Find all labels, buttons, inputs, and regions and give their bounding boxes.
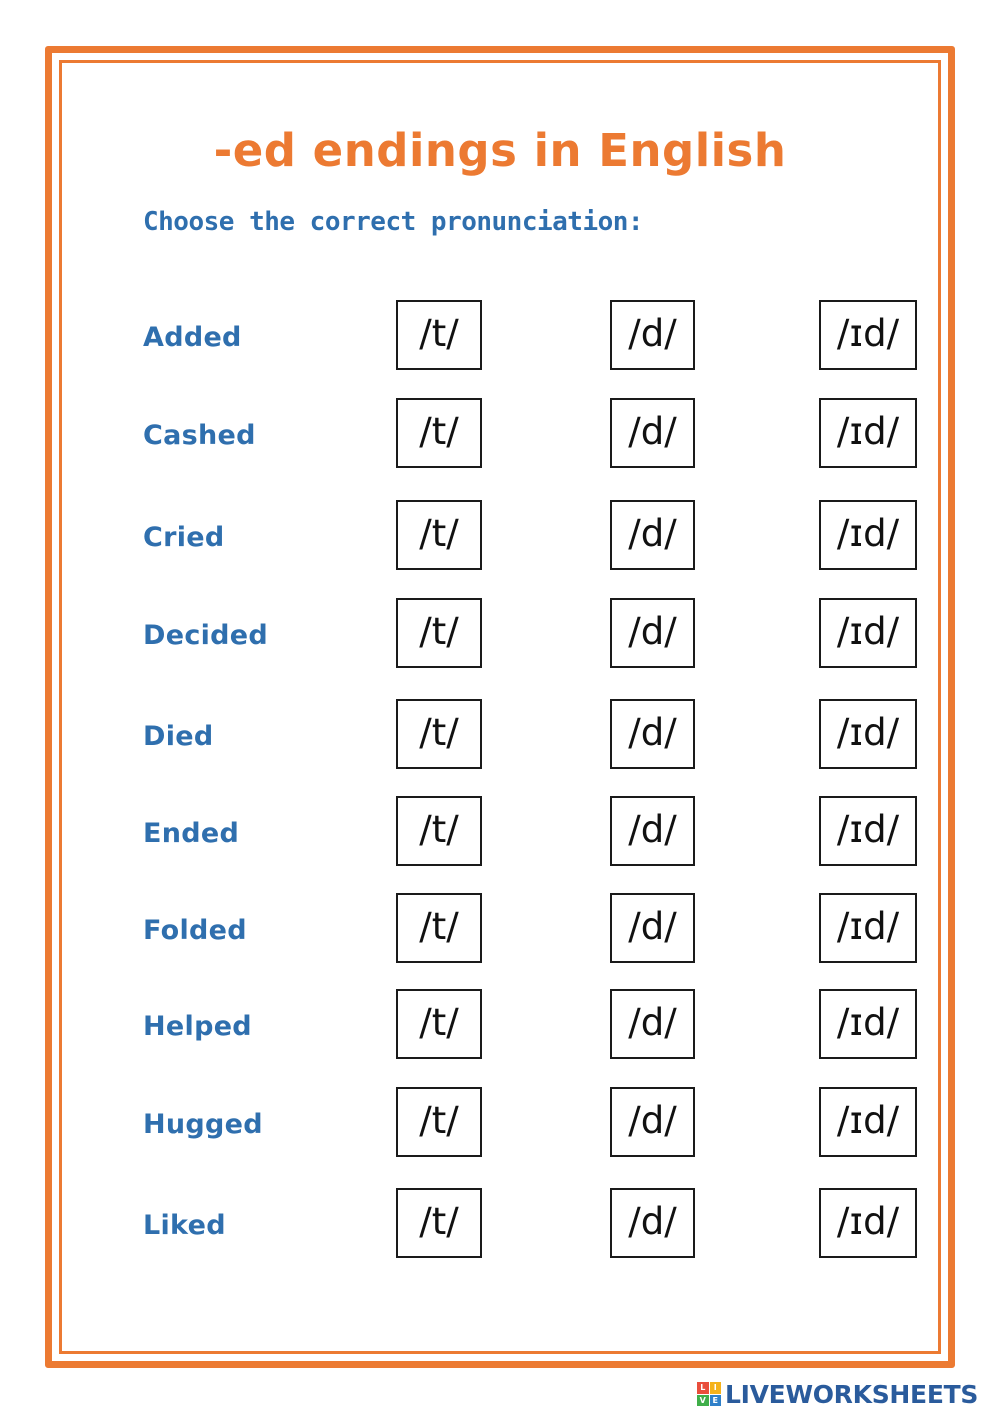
option-d-box[interactable]: /d/ <box>610 500 695 570</box>
question-word: Cashed <box>143 420 256 451</box>
option-t-box[interactable]: /t/ <box>396 1188 482 1258</box>
question-word: Decided <box>143 620 269 651</box>
option-t-box[interactable]: /t/ <box>396 500 482 570</box>
option-t-box[interactable]: /t/ <box>396 893 482 963</box>
question-row <box>0 1087 1000 1157</box>
logo-tile: I <box>710 1382 722 1394</box>
logo-tile: L <box>697 1382 709 1394</box>
question-row <box>0 1188 1000 1258</box>
option-d-box[interactable]: /d/ <box>610 1188 695 1258</box>
option-d-box[interactable]: /d/ <box>610 1087 695 1157</box>
liveworksheets-logo-icon <box>697 1382 721 1406</box>
option-d-box[interactable]: /d/ <box>610 300 695 370</box>
option-t-box[interactable]: /t/ <box>396 598 482 668</box>
question-row <box>0 500 1000 570</box>
option-t-box[interactable]: /t/ <box>396 398 482 468</box>
question-row <box>0 699 1000 769</box>
option-d-box[interactable]: /d/ <box>610 893 695 963</box>
option-id-box[interactable]: /ɪd/ <box>819 500 917 570</box>
option-t-box[interactable]: /t/ <box>396 300 482 370</box>
logo-tile: E <box>710 1395 722 1407</box>
option-t-box[interactable]: /t/ <box>396 1087 482 1157</box>
question-row <box>0 796 1000 866</box>
option-t-box[interactable]: /t/ <box>396 796 482 866</box>
option-id-box[interactable]: /ɪd/ <box>819 699 917 769</box>
brand-name: LIVEWORKSHEETS <box>725 1379 979 1409</box>
option-id-box[interactable]: /ɪd/ <box>819 1087 917 1157</box>
option-id-box[interactable]: /ɪd/ <box>819 598 917 668</box>
question-word: Liked <box>143 1210 226 1241</box>
logo-tile: V <box>697 1395 709 1407</box>
option-d-box[interactable]: /d/ <box>610 699 695 769</box>
option-d-box[interactable]: /d/ <box>610 398 695 468</box>
question-word: Ended <box>143 818 240 849</box>
option-id-box[interactable]: /ɪd/ <box>819 1188 917 1258</box>
option-id-box[interactable]: /ɪd/ <box>819 300 917 370</box>
question-word: Hugged <box>143 1109 263 1140</box>
instruction-text: Choose the correct pronunciation: <box>143 207 644 237</box>
question-row <box>0 893 1000 963</box>
question-row <box>0 989 1000 1059</box>
option-d-box[interactable]: /d/ <box>610 598 695 668</box>
option-d-box[interactable]: /d/ <box>610 796 695 866</box>
option-id-box[interactable]: /ɪd/ <box>819 893 917 963</box>
question-word: Folded <box>143 915 247 946</box>
question-row <box>0 398 1000 468</box>
option-t-box[interactable]: /t/ <box>396 699 482 769</box>
option-d-box[interactable]: /d/ <box>610 989 695 1059</box>
option-t-box[interactable]: /t/ <box>396 989 482 1059</box>
page-title: -ed endings in English <box>213 124 787 177</box>
question-word: Cried <box>143 522 225 553</box>
option-id-box[interactable]: /ɪd/ <box>819 989 917 1059</box>
question-row <box>0 598 1000 668</box>
option-id-box[interactable]: /ɪd/ <box>819 796 917 866</box>
footer-brand <box>697 1380 978 1408</box>
question-word: Helped <box>143 1011 252 1042</box>
question-row <box>0 300 1000 370</box>
question-word: Added <box>143 322 242 353</box>
question-word: Died <box>143 721 214 752</box>
option-id-box[interactable]: /ɪd/ <box>819 398 917 468</box>
